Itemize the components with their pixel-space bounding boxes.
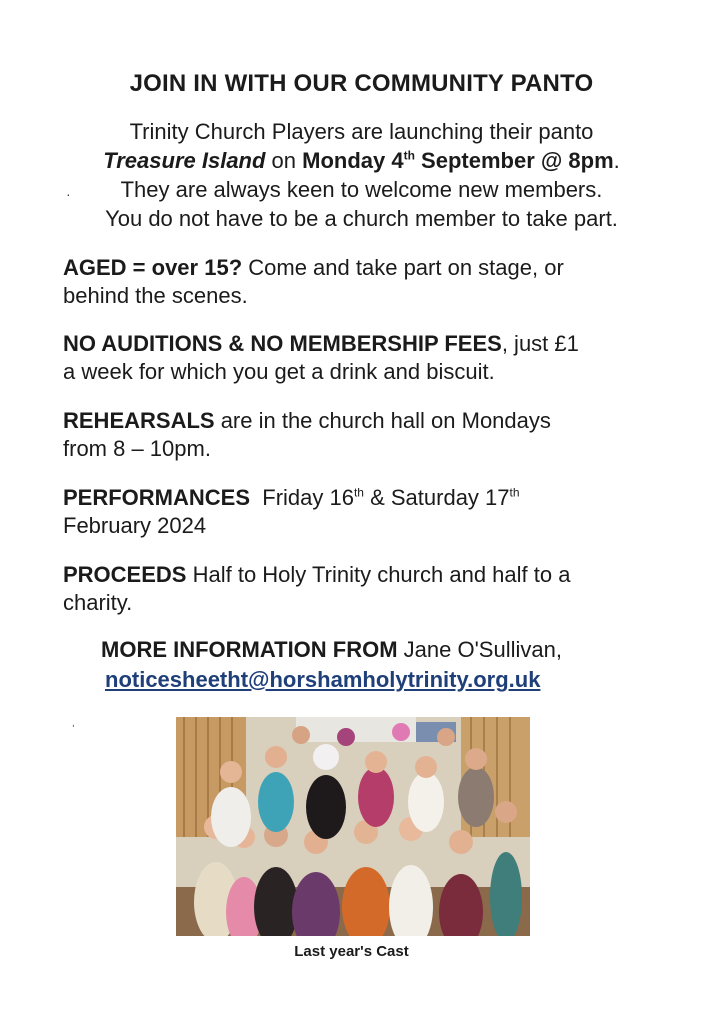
performances-text-2: February 2024 bbox=[63, 513, 207, 538]
aged-section bbox=[63, 254, 673, 310]
proceeds-text-2: charity. bbox=[63, 590, 133, 615]
scan-mark: · bbox=[66, 186, 71, 202]
launch-date-rest: September @ 8pm bbox=[414, 148, 614, 173]
proceeds-section bbox=[63, 561, 673, 617]
contact-name: Jane O'Sullivan, bbox=[397, 637, 562, 662]
aged-label: AGED = over 15? bbox=[63, 255, 243, 280]
auditions-text-1: , just £1 bbox=[501, 331, 579, 356]
on-word: on bbox=[265, 148, 303, 173]
cast-photo-image bbox=[176, 717, 530, 936]
contact-email-link[interactable]: noticesheetht@horshamholytrinity.org.uk bbox=[105, 667, 541, 692]
proceeds-label: PROCEEDS bbox=[63, 562, 187, 587]
aged-text-2: behind the scenes. bbox=[63, 283, 248, 308]
performances-day-2: & Saturday 17 bbox=[363, 485, 510, 510]
rehearsals-text-1: are in the church hall on Mondays bbox=[214, 408, 551, 433]
contact-section bbox=[101, 635, 661, 695]
scan-mark-2: ˌ bbox=[71, 711, 76, 727]
photo-caption: Last year's Cast bbox=[294, 943, 409, 960]
rehearsals-text-2: from 8 – 10pm. bbox=[63, 436, 211, 461]
auditions-text-2: a week for which you get a drink and biscuit. bbox=[63, 359, 495, 384]
launch-date-suffix: th bbox=[403, 148, 415, 163]
launch-date bbox=[302, 148, 614, 173]
rehearsals-section bbox=[63, 407, 673, 463]
proceeds-text-1: Half to Holy Trinity church and half to a bbox=[186, 562, 571, 587]
aged-text-1: Come and take part on stage, or bbox=[242, 255, 564, 280]
show-name: Treasure Island bbox=[103, 148, 266, 173]
auditions-label: NO AUDITIONS & NO MEMBERSHIP FEES bbox=[63, 331, 502, 356]
performances-suffix-1: th bbox=[353, 485, 364, 500]
performances-label: PERFORMANCES bbox=[63, 485, 251, 510]
intro-block bbox=[0, 117, 723, 233]
intro-period: . bbox=[613, 148, 620, 173]
performances-suffix-2: th bbox=[509, 485, 520, 500]
intro-line-3: They are always keen to welcome new members. bbox=[120, 177, 603, 202]
rehearsals-label: REHEARSALS bbox=[63, 408, 215, 433]
page-title: JOIN IN WITH OUR COMMUNITY PANTO bbox=[129, 70, 594, 97]
intro-line-1: Trinity Church Players are launching their panto bbox=[129, 119, 594, 144]
contact-label: MORE INFORMATION FROM bbox=[101, 637, 398, 662]
auditions-section bbox=[63, 330, 673, 386]
launch-date-day: Monday 4 bbox=[302, 148, 404, 173]
intro-line-4: You do not have to be a church member to take part. bbox=[105, 206, 618, 231]
performances-section bbox=[63, 484, 673, 540]
intro-line-2 bbox=[0, 146, 723, 175]
cast-photo bbox=[176, 717, 530, 936]
performances-day-1: Friday 16 bbox=[262, 485, 354, 510]
